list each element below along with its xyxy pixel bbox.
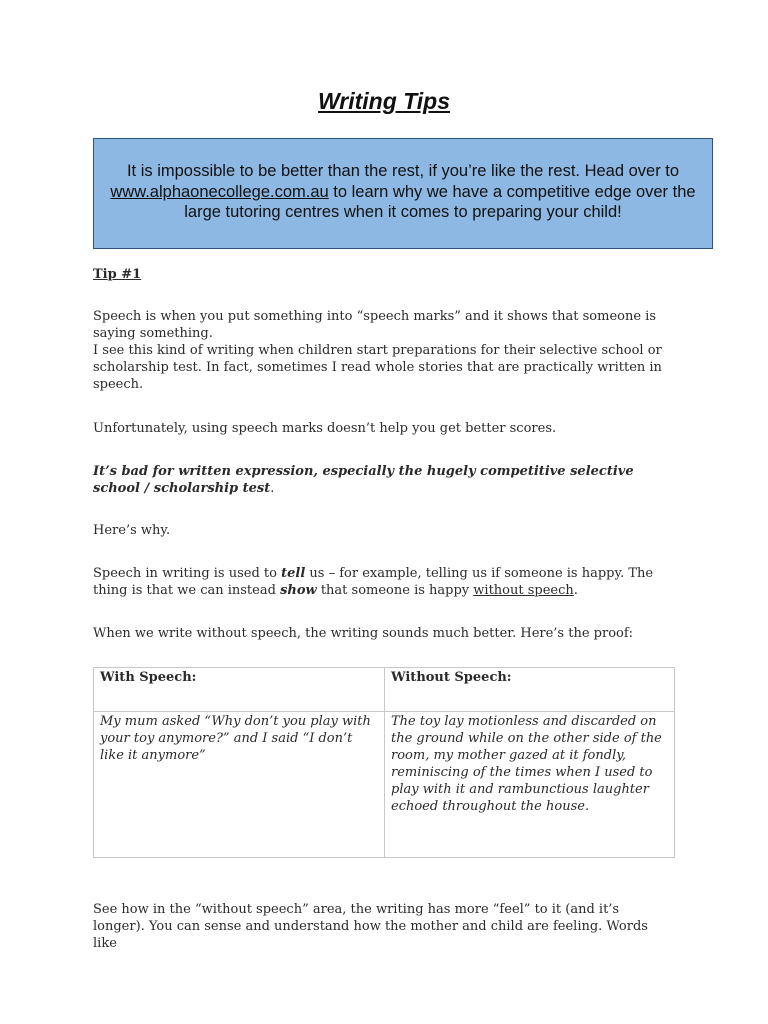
promo-callout-box [93, 138, 713, 249]
callout-text-end: to learn why we have a competitive edge over the large tutoring centres when it comes to preparing your child! [184, 182, 696, 221]
paragraph-scores: Unfortunately, using speech marks doesn’t help you get better scores. [93, 421, 557, 436]
tell-show-text-1: Speech in writing is used to [93, 566, 282, 581]
tell-show-text-3: that someone is happy [316, 583, 474, 598]
show-emphasis: show [280, 583, 317, 598]
bad-expression-end: . [270, 481, 275, 496]
paragraph-tell-show [93, 565, 673, 599]
paragraph-proof: When we write without speech, the writing sounds much better. Here’s the proof: [93, 626, 634, 641]
header-with-speech: With Speech: [94, 668, 385, 712]
tell-show-text-4: . [573, 583, 578, 598]
comparison-table [93, 667, 675, 858]
bad-expression-emphasis: It’s bad for written expression, especially the hugely competitive selective school / scholarship test [93, 464, 634, 496]
without-speech-underline: without speech [473, 583, 574, 598]
paragraph-speech-intro-line1: Speech is when you put something into “speech marks” and it shows that someone is saying something. [93, 309, 656, 341]
paragraph-heres-why: Here’s why. [93, 523, 171, 538]
table-header-row [94, 668, 675, 712]
paragraph-bad-expression [93, 463, 673, 497]
header-without-speech: Without Speech: [385, 668, 675, 712]
cell-with-speech-example: My mum asked “Why don’t you play with your toy anymore?” and I said “I don’t like it anymore” [94, 712, 385, 858]
callout-text-start: It is impossible to be better than the rest, if you’re like the rest. Head over to [126, 162, 680, 180]
cell-without-speech-example: The toy lay motionless and discarded on the ground while on the other side of the room, my mother gazed at it fondly, reminiscing of the times when I used to play with it and rambunctious laughter echoed throughout the house. [385, 712, 675, 858]
website-link[interactable]: www.alphaonecollege.com.au [110, 182, 329, 201]
page-title: Writing Tips [317, 88, 451, 114]
paragraph-speech-intro [93, 308, 673, 393]
paragraph-comparison-explanation: See how in the “without speech” area, the writing has more “feel” to it (and it’s longer). You can sense and understand how the mother and child are feeling. Words like [93, 902, 648, 951]
tell-show-text-2: us – for example, telling us if someone is happy. The thing is that we can instead [93, 566, 654, 598]
paragraph-speech-intro-line2: I see this kind of writing when children start preparations for their selective school or scholarship test. In fact, sometimes I read whole stories that are practically written in speech. [93, 343, 662, 392]
table-row [94, 712, 675, 858]
tip-heading: Tip #1 [93, 267, 142, 282]
tell-emphasis: tell [281, 566, 306, 581]
